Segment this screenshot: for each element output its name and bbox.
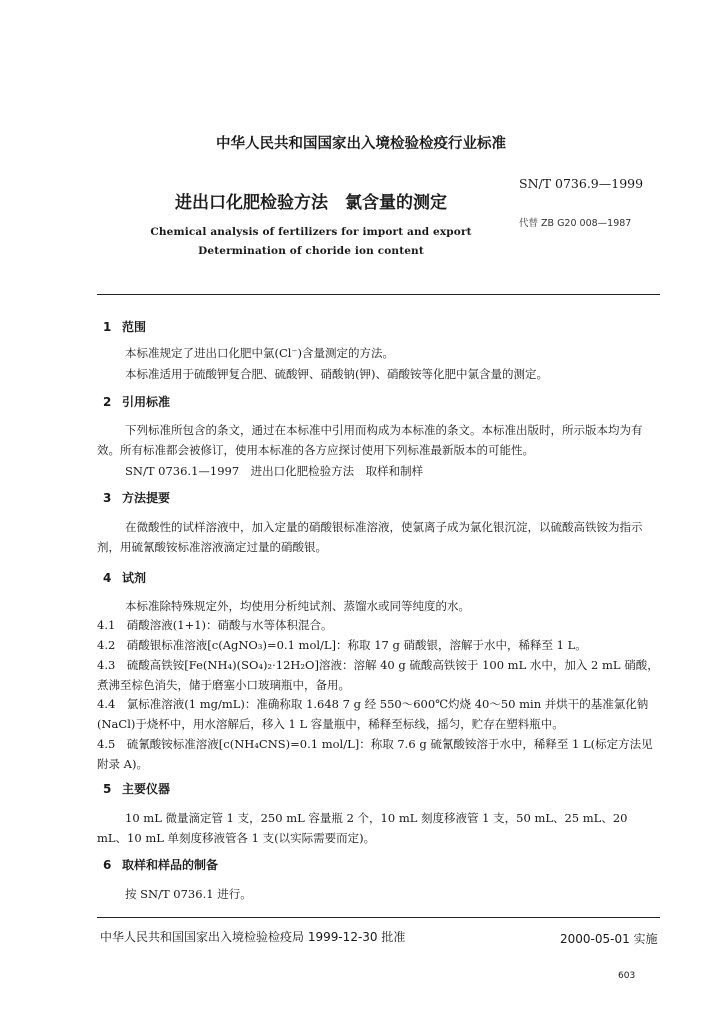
referenced-standard: SN/T 0736.1—1997 进出口化肥检验方法 取样和制样 <box>125 464 424 478</box>
section-number: 6 <box>103 858 112 872</box>
section-title: 试剂 <box>122 571 147 585</box>
approval-line: 中华人民共和国国家出入境检验检疫局 1999-12-30 批准 <box>100 930 406 944</box>
clause-4-2: 4.2 硝酸银标准溶液[c(AgNO₃)=0.1 mol/L]：称取 17 g 硝酸银，溶解于水中，稀释至 1 L。 <box>97 638 587 652</box>
issuing-authority: 中华人民共和国国家出入境检验检疫行业标准 <box>216 136 506 152</box>
paragraph: 本标准适用于硫酸钾复合肥、硫酸钾、硝酸钠(钾)、硝酸铵等化肥中氯含量的测定。 <box>125 367 548 381</box>
english-title-line2: Determination of choride ion content <box>198 245 424 257</box>
paragraph: 按 SN/T 0736.1 进行。 <box>125 887 252 901</box>
section-number: 5 <box>103 782 112 796</box>
clause-4-4: 4.4 氯标准溶液(1 mg/mL)：准确称取 1.648 7 g 经 550～600℃灼烧 40～50 min 并烘干的基准氯化钠(NaCl)于烧杯中，用水溶解后，移入 1 L 容量瓶中，稀释至标线，摇匀，贮存在塑料瓶中。 <box>97 697 649 731</box>
standard-number: SN/T 0736.9—1999 <box>519 176 644 191</box>
page-number: 603 <box>618 971 636 981</box>
section-number: 4 <box>103 571 112 585</box>
section-heading-4 <box>103 569 146 586</box>
replaces-note: 代替 ZB G20 008—1987 <box>519 218 632 229</box>
clause-4-3: 4.3 硫酸高铁铵[Fe(NH₄)(SO₄)₂·12H₂O]溶液：溶解 40 g 硫酸高铁铵于 100 mL 水中，加入 2 mL 硝酸，煮沸至棕色消失，储于磨塞小口玻璃瓶中，备用。 <box>97 658 659 692</box>
paragraph: 下列标准所包含的条文，通过在本标准中引用而构成为本标准的条文。本标准出版时，所示版本均为有效。所有标准都会被修订，使用本标准的各方应探讨使用下列标准最新版本的可能性。 <box>97 423 643 457</box>
clause-4-1: 4.1 硝酸溶液(1+1)：硝酸与水等体积混合。 <box>97 618 333 632</box>
section-title: 主要仪器 <box>122 782 171 796</box>
section-title: 取样和样品的制备 <box>122 858 219 872</box>
section-title: 方法提要 <box>122 491 171 505</box>
paragraph: 本标准除特殊规定外，均使用分析纯试剂、蒸馏水或同等纯度的水。 <box>125 599 470 613</box>
section-title: 范围 <box>122 320 147 334</box>
paragraph: 本标准规定了进出口化肥中氯(Cl⁻)含量测定的方法。 <box>125 346 395 360</box>
clause-4-5: 4.5 硫氰酸铵标准溶液[c(NH₄CNS)=0.1 mol/L]：称取 7.6 g 硫氰酸铵溶于水中，稀释至 1 L(标定方法见附录 A)。 <box>97 737 653 771</box>
section-heading-2 <box>103 393 170 410</box>
section-number: 3 <box>103 491 112 505</box>
document-title: 进出口化肥检验方法 氯含量的测定 <box>175 193 447 213</box>
paragraph: 10 mL 微量滴定管 1 支，250 mL 容量瓶 2 个，10 mL 刻度移液管 1 支，50 mL、25 mL、20 mL、10 mL 单刻度移液管各 1 支(以实际需要而定)。 <box>97 811 628 845</box>
section-number: 1 <box>103 320 112 334</box>
effective-date: 2000-05-01 实施 <box>560 932 658 946</box>
footer-divider <box>97 917 660 918</box>
section-number: 2 <box>103 395 112 409</box>
section-heading-1 <box>103 318 146 335</box>
header-divider <box>97 294 660 295</box>
section-heading-3 <box>103 489 170 506</box>
english-title-line1: Chemical analysis of fertilizers for import and export <box>150 226 472 238</box>
section-title: 引用标准 <box>122 395 171 409</box>
section-heading-5 <box>103 780 170 797</box>
section-heading-6 <box>103 856 218 873</box>
paragraph: 在微酸性的试样溶液中，加入定量的硝酸银标准溶液，使氯离子成为氯化银沉淀，以硫酸高铁铵为指示剂，用硫氰酸铵标准溶液滴定过量的硝酸银。 <box>97 520 643 554</box>
